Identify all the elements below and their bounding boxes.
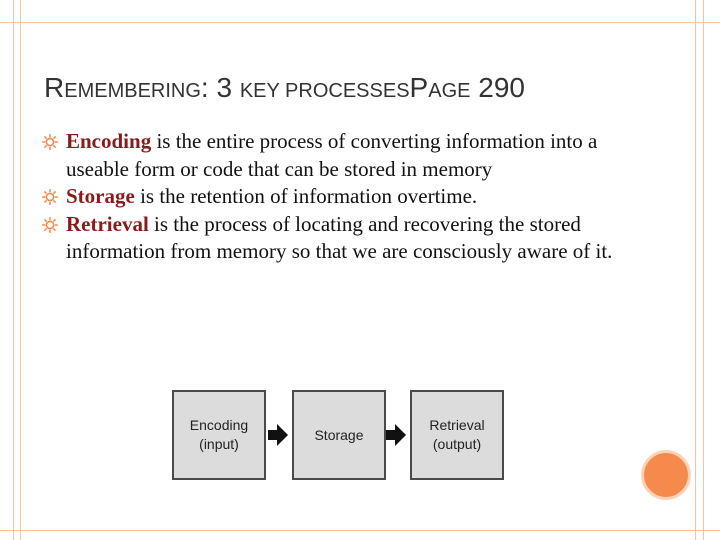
box-label-storage: Storage — [314, 426, 364, 443]
title-word-page: AGE — [428, 80, 471, 102]
diagram-box-encoding — [172, 390, 266, 480]
bullet-list — [42, 128, 632, 266]
arrow-right-icon — [268, 424, 288, 446]
sun-bullet-icon — [42, 217, 58, 233]
term-encoding: Encoding — [66, 129, 152, 153]
diagram-box-storage — [292, 390, 386, 480]
bullet-item-retrieval — [42, 211, 632, 266]
definition-encoding: is the entire process of converting information into a useable form or code that can be stored in memory — [66, 129, 598, 181]
diagram-box-retrieval — [410, 390, 504, 480]
title-word-remembering: EMEMBERING — [64, 80, 201, 102]
sun-bullet-icon — [42, 189, 58, 205]
term-storage: Storage — [66, 184, 135, 208]
frame-rule-right-outer — [703, 0, 704, 540]
definition-storage: is the retention of information overtime. — [134, 184, 478, 208]
frame-rule-left-inner — [20, 0, 21, 540]
frame-rule-bottom — [0, 530, 720, 531]
memory-process-diagram — [170, 386, 500, 486]
decorative-circle — [641, 450, 691, 500]
title-number: : 3 — [200, 72, 240, 103]
bullet-item-storage — [42, 183, 632, 211]
term-retrieval: Retrieval — [66, 211, 149, 236]
title-key-processes: KEY PROCESSES — [239, 80, 410, 102]
title-page-number: 290 — [470, 72, 525, 103]
box-sublabel-output: (output) — [432, 436, 482, 452]
box-sublabel-input: (input) — [199, 436, 239, 452]
frame-rule-left-outer — [13, 0, 14, 540]
definition-retrieval: is the process of locating and recovering the stored information from memory so that we are consciously aware of it. — [66, 211, 613, 263]
box-label-encoding: Encoding — [189, 417, 249, 433]
sun-bullet-icon — [42, 134, 58, 150]
title-initial-r: R — [44, 72, 65, 103]
frame-rule-top — [0, 22, 720, 23]
title-initial-p: P — [409, 72, 429, 103]
box-label-retrieval: Retrieval — [429, 417, 485, 433]
frame-rule-right-inner — [695, 0, 696, 540]
arrow-right-icon — [386, 424, 406, 446]
bullet-item-encoding — [42, 128, 632, 183]
slide-title — [44, 72, 684, 112]
